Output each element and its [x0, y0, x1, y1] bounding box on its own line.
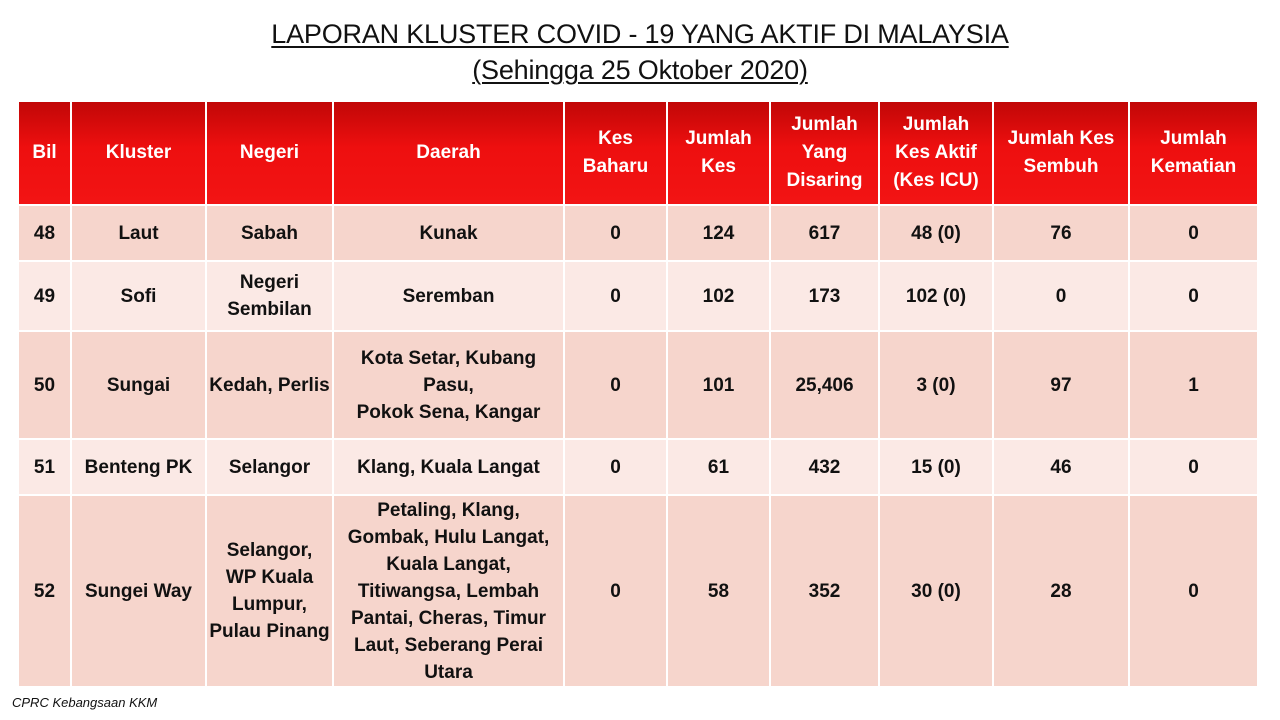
cell-daerah: Kota Setar, Kubang Pasu, Pokok Sena, Kangar [333, 331, 564, 439]
cell-aktif-icu: 102 (0) [879, 261, 993, 331]
header-kematian: Jumlah Kematian [1129, 101, 1258, 205]
cell-kes-baharu: 0 [564, 439, 667, 495]
header-daerah: Daerah [333, 101, 564, 205]
cell-kematian: 1 [1129, 331, 1258, 439]
table-row [18, 261, 1258, 331]
table-row [18, 439, 1258, 495]
cell-disaring: 352 [770, 495, 879, 687]
header-jumlah-disaring: Jumlah Yang Disaring [770, 101, 879, 205]
cell-negeri: Selangor, WP Kuala Lumpur, Pulau Pinang [206, 495, 333, 687]
cell-disaring: 173 [770, 261, 879, 331]
header-kes-sembuh: Jumlah Kes Sembuh [993, 101, 1129, 205]
cell-kematian: 0 [1129, 205, 1258, 261]
cell-kematian: 0 [1129, 261, 1258, 331]
cell-sembuh: 97 [993, 331, 1129, 439]
cell-kes-baharu: 0 [564, 495, 667, 687]
cell-kluster: Sungei Way [71, 495, 206, 687]
cell-disaring: 25,406 [770, 331, 879, 439]
cell-kematian: 0 [1129, 495, 1258, 687]
cell-kluster: Sofi [71, 261, 206, 331]
cell-negeri: Kedah, Perlis [206, 331, 333, 439]
cell-aktif-icu: 48 (0) [879, 205, 993, 261]
report-date: (Sehingga 25 Oktober 2020) [472, 55, 808, 85]
cell-negeri: Negeri Sembilan [206, 261, 333, 331]
cell-kluster: Benteng PK [71, 439, 206, 495]
cell-daerah: Seremban [333, 261, 564, 331]
cell-bil: 52 [18, 495, 71, 687]
cell-aktif-icu: 3 (0) [879, 331, 993, 439]
cell-kes-baharu: 0 [564, 261, 667, 331]
cell-negeri: Selangor [206, 439, 333, 495]
table-row [18, 495, 1258, 687]
header-negeri: Negeri [206, 101, 333, 205]
cell-kes-baharu: 0 [564, 205, 667, 261]
header-jumlah-kes: Jumlah Kes [667, 101, 770, 205]
table-row [18, 331, 1258, 439]
cell-bil: 51 [18, 439, 71, 495]
cell-aktif-icu: 30 (0) [879, 495, 993, 687]
cell-jumlah-kes: 61 [667, 439, 770, 495]
cell-kes-baharu: 0 [564, 331, 667, 439]
cluster-table [17, 100, 1259, 688]
cell-sembuh: 28 [993, 495, 1129, 687]
cell-disaring: 617 [770, 205, 879, 261]
cell-sembuh: 76 [993, 205, 1129, 261]
cell-disaring: 432 [770, 439, 879, 495]
cell-bil: 50 [18, 331, 71, 439]
cell-sembuh: 46 [993, 439, 1129, 495]
header-kluster: Kluster [71, 101, 206, 205]
cell-bil: 49 [18, 261, 71, 331]
cell-kluster: Sungai [71, 331, 206, 439]
cell-kematian: 0 [1129, 439, 1258, 495]
header-kes-baharu: Kes Baharu [564, 101, 667, 205]
header-bil: Bil [18, 101, 71, 205]
cell-kluster: Laut [71, 205, 206, 261]
cell-daerah: Kunak [333, 205, 564, 261]
cell-jumlah-kes: 101 [667, 331, 770, 439]
cell-negeri: Sabah [206, 205, 333, 261]
cell-jumlah-kes: 58 [667, 495, 770, 687]
report-title: LAPORAN KLUSTER COVID - 19 YANG AKTIF DI MALAYSIA [271, 19, 1009, 49]
cell-jumlah-kes: 102 [667, 261, 770, 331]
table-row [18, 205, 1258, 261]
cell-bil: 48 [18, 205, 71, 261]
cell-sembuh: 0 [993, 261, 1129, 331]
source-footer: CPRC Kebangsaan KKM [12, 695, 158, 710]
cell-jumlah-kes: 124 [667, 205, 770, 261]
header-kes-aktif-icu: Jumlah Kes Aktif (Kes ICU) [879, 101, 993, 205]
cell-aktif-icu: 15 (0) [879, 439, 993, 495]
table-header-row [18, 101, 1258, 205]
cell-daerah: Klang, Kuala Langat [333, 439, 564, 495]
cell-daerah: Petaling, Klang, Gombak, Hulu Langat, Kuala Langat, Titiwangsa, Lembah Pantai, Cheras, Timur Laut, Seberang Perai Utara [333, 495, 564, 687]
